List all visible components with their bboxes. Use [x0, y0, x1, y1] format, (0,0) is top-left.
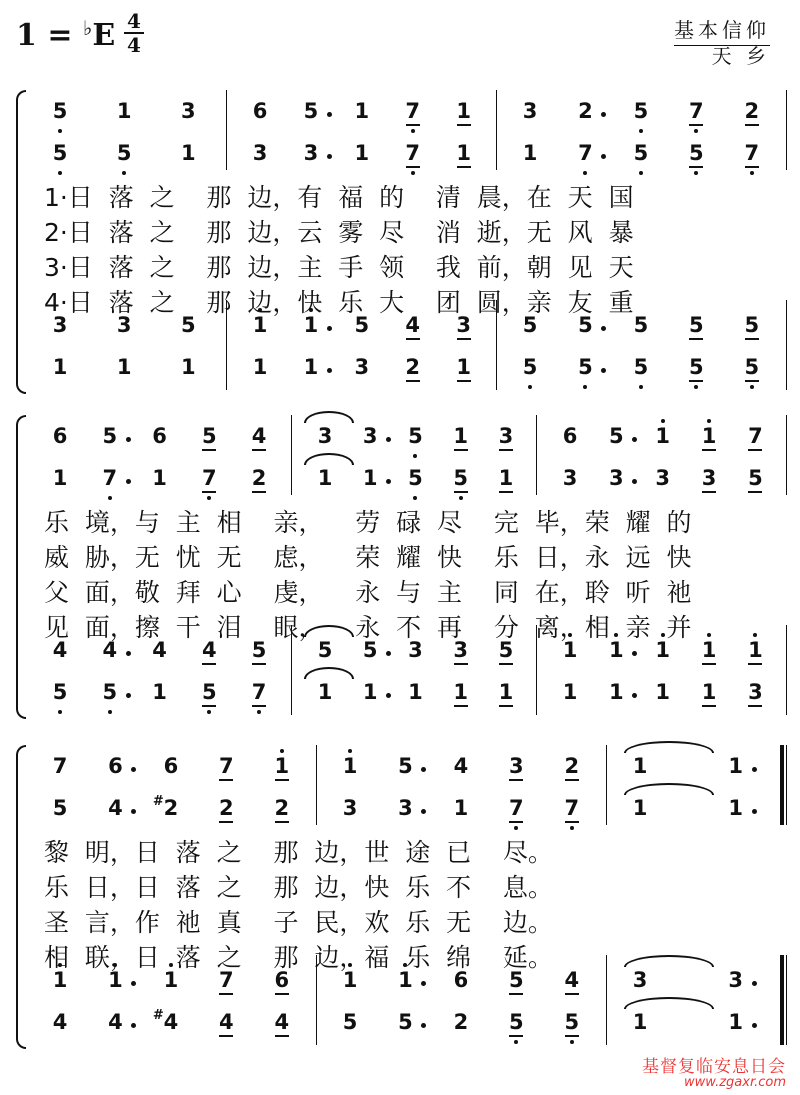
jianpu-note: 2 [740, 98, 764, 124]
jianpu-note: 1 [522, 141, 538, 165]
augmentation-dot [632, 479, 637, 484]
barline [291, 415, 292, 495]
jianpu-note: 7 [504, 795, 528, 821]
score-system [16, 745, 786, 1045]
jianpu-note: 5 [362, 638, 378, 662]
augmentation-dot [601, 154, 606, 159]
jianpu-note: 5 [102, 424, 118, 448]
jianpu-note: 3 [354, 355, 370, 379]
jianpu-note: 1 [48, 967, 72, 993]
jianpu-note: 1 [449, 679, 473, 705]
key-signature: 1 = ♭E [16, 16, 116, 53]
jianpu-note: 5 [48, 679, 72, 705]
augmentation-dot [421, 1023, 426, 1028]
barline [606, 745, 607, 825]
jianpu-note: 1 [697, 637, 721, 663]
jianpu-note: 2 [560, 753, 584, 779]
jianpu-note: 1 [449, 423, 473, 449]
jianpu-note: 1 [354, 141, 370, 165]
jianpu-note: 5 [398, 1010, 413, 1034]
jianpu-note: 4 [197, 637, 221, 663]
tie-arc [624, 955, 714, 967]
jianpu-note: 5 [684, 354, 708, 380]
jianpu-note: 1 [338, 753, 362, 779]
jianpu-note: 7 [684, 98, 708, 124]
jianpu-note: 6 [252, 99, 268, 123]
jianpu-note: 3 [342, 796, 358, 820]
augmentation-dot [131, 767, 136, 772]
jianpu-note: 3 [398, 796, 413, 820]
jianpu-note: 3 [632, 968, 648, 992]
jianpu-note: 3 [116, 313, 132, 337]
jianpu-note: 1 [317, 680, 333, 704]
jianpu-note: 5 [112, 140, 136, 166]
jianpu-note: 1 [338, 967, 362, 993]
jianpu-note: 3 [743, 679, 767, 705]
jianpu-note: 3 [504, 753, 528, 779]
jianpu-note: 7 [740, 140, 764, 166]
jianpu-note: 2 [578, 99, 593, 123]
augmentation-dot [421, 809, 426, 814]
augmentation-dot [421, 767, 426, 772]
augmentation-dot [386, 651, 391, 656]
jianpu-note: 1 [362, 680, 378, 704]
jianpu-note: 5 [578, 313, 593, 337]
composer-credit: 天 乡 [711, 44, 770, 68]
jianpu-note: 5 [303, 99, 319, 123]
jianpu-note: 5 [684, 312, 708, 338]
augmentation-dot [386, 693, 391, 698]
augmentation-dot [126, 651, 131, 656]
jianpu-note: 6 [270, 967, 294, 993]
lyric-line: 相 联，日 落 之 那 边，福 乐 绵 延。 [44, 943, 553, 972]
augmentation-dot [601, 112, 606, 117]
jianpu-note: 4 # [152, 1008, 179, 1034]
augmentation-dot [752, 981, 757, 986]
jianpu-note: 1 [354, 99, 370, 123]
jianpu-note: 3 [362, 424, 378, 448]
jianpu-note: 1 [116, 355, 132, 379]
augmentation-dot [327, 154, 332, 159]
jianpu-note: 5 [504, 967, 528, 993]
jianpu-note: 5 [403, 465, 427, 491]
jianpu-note: 4 [401, 312, 425, 338]
jianpu-note: 1 [632, 754, 648, 778]
system-bracket [16, 415, 26, 719]
jianpu-note: 5 [560, 1009, 584, 1035]
augmentation-dot [632, 651, 637, 656]
augmentation-dot [632, 437, 637, 442]
jianpu-note: 1 [116, 99, 132, 123]
jianpu-note: 1 [494, 679, 518, 705]
lyric-line: 2·日 落 之 那 边，云 雾 尽 消 逝，无 风 暴 [44, 218, 634, 247]
tie-arc [304, 411, 354, 423]
jianpu-note: 1 [408, 680, 423, 704]
lyric-line: 乐 日，日 落 之 那 边，快 乐 不 息。 [44, 873, 553, 902]
barline [786, 625, 787, 715]
jianpu-note: 2 # [152, 794, 179, 820]
watermark-url: www.zgaxr.com [684, 1075, 786, 1090]
jianpu-note: 1 [728, 754, 744, 778]
jianpu-note: 1 [252, 355, 268, 379]
jianpu-note: 1 [452, 354, 476, 380]
jianpu-note: 7 [573, 140, 597, 166]
jianpu-note: 4 [453, 754, 469, 778]
lyric-line: 3·日 落 之 那 边，主 手 领 我 前，朝 见 天 [44, 253, 634, 282]
jianpu-note: 5 [197, 679, 221, 705]
augmentation-dot [752, 1023, 757, 1028]
time-signature: 4 4 [124, 10, 144, 56]
jianpu-note: 4 [52, 638, 68, 662]
jianpu-note: 3 [562, 466, 578, 490]
jianpu-note: 3 [452, 312, 476, 338]
barline [786, 955, 787, 1045]
jianpu-note: 4 [102, 638, 118, 662]
jianpu-note: 1 [697, 423, 721, 449]
jianpu-note: 4 [247, 423, 271, 449]
lyric-line: 乐 境，与 主 相 亲， 劳 碌 尽 完 毕，荣 耀 的 [44, 508, 692, 537]
tie-arc [304, 453, 354, 465]
jianpu-note: 5 [403, 423, 427, 449]
jianpu-note: 6 [562, 424, 578, 448]
barline [536, 415, 537, 495]
lyric-line: 4·日 落 之 那 边，快 乐 大 团 圆，亲 友 重 [44, 288, 634, 317]
jianpu-note: 5 [518, 354, 542, 380]
jianpu-note: 5 [629, 140, 653, 166]
jianpu-note: 4 [108, 1010, 123, 1034]
tie-arc [624, 741, 714, 753]
jianpu-note: 1 [632, 796, 648, 820]
tie-arc [624, 783, 714, 795]
jianpu-note: 4 [152, 638, 167, 662]
augmentation-dot [327, 326, 332, 331]
jianpu-note: 5 [740, 354, 764, 380]
jianpu-note: 6 [52, 424, 68, 448]
jianpu-note: 4 [52, 1010, 68, 1034]
jianpu-note: 1 [317, 466, 333, 490]
jianpu-note: 1 [152, 466, 167, 490]
augmentation-dot [126, 693, 131, 698]
jianpu-note: 6 [152, 424, 167, 448]
jianpu-note: 7 [743, 423, 767, 449]
jianpu-note: 1 [655, 680, 671, 704]
lyric-line: 黎 明，日 落 之 那 边，世 途 已 尽。 [44, 838, 553, 867]
jianpu-note: 5 [740, 312, 764, 338]
jianpu-note: 1 [651, 637, 675, 663]
augmentation-dot [327, 368, 332, 373]
jianpu-note: 1 [604, 637, 628, 663]
jianpu-note: 5 [98, 679, 122, 705]
jianpu-note: 1 [743, 637, 767, 663]
lyricist-credit: 基本信仰 [674, 14, 770, 46]
augmentation-dot [752, 809, 757, 814]
jianpu-note: 7 [247, 679, 271, 705]
jianpu-note: 1 [303, 355, 319, 379]
jianpu-note: 5 [181, 313, 196, 337]
jianpu-note: 5 [522, 313, 538, 337]
score-system [16, 90, 786, 390]
jianpu-note: 5 [449, 465, 473, 491]
lyric-line: 圣 言，作 祂 真 子 民，欢 乐 无 边。 [44, 908, 553, 937]
jianpu-note: 3 [697, 465, 721, 491]
augmentation-dot [421, 981, 426, 986]
jianpu-note: 4 [270, 1009, 294, 1035]
jianpu-note: 6 [108, 754, 123, 778]
lyric-line: 父 面，敬 拜 心 虔， 永 与 主 同 在，聆 听 祂 [44, 578, 692, 607]
jianpu-note: 7 [560, 795, 584, 821]
jianpu-note: 5 [197, 423, 221, 449]
jianpu-note: 1 [393, 967, 417, 993]
jianpu-note: 1 [453, 796, 469, 820]
jianpu-note: 2 [247, 465, 271, 491]
barline [786, 415, 787, 495]
augmentation-dot [386, 479, 391, 484]
tie-arc [304, 667, 354, 679]
jianpu-note: 5 [317, 638, 333, 662]
jianpu-note: 5 [398, 754, 413, 778]
jianpu-note: 5 [504, 1009, 528, 1035]
jianpu-note: 5 [247, 637, 271, 663]
jianpu-note: 5 [609, 424, 624, 448]
jianpu-note: 1 [562, 680, 578, 704]
jianpu-note: 1 [452, 98, 476, 124]
jianpu-note: 5 [354, 313, 370, 337]
jianpu-note: 7 [214, 753, 238, 779]
jianpu-note: 7 [401, 140, 425, 166]
jianpu-note: 1 [181, 355, 196, 379]
jianpu-note: 1 [697, 679, 721, 705]
jianpu-note: 3 [52, 313, 68, 337]
jianpu-note: 5 [48, 98, 72, 124]
jianpu-note: 5 [743, 465, 767, 491]
final-barline [780, 745, 784, 825]
barline [496, 90, 497, 170]
jianpu-note: 3 [252, 141, 268, 165]
jianpu-note: 2 [214, 795, 238, 821]
barline [786, 90, 787, 170]
augmentation-dot [632, 693, 637, 698]
jianpu-note: 1 [558, 637, 582, 663]
jianpu-note: 2 [401, 354, 425, 380]
jianpu-note: 1 [181, 141, 196, 165]
jianpu-note: 1 [52, 466, 68, 490]
jianpu-note: 3 [449, 637, 473, 663]
jianpu-note: 7 [98, 465, 122, 491]
augmentation-dot [131, 809, 136, 814]
jianpu-note: 7 [214, 967, 238, 993]
jianpu-note: 3 [728, 968, 744, 992]
augmentation-dot [126, 479, 131, 484]
jianpu-note: 5 [629, 98, 653, 124]
jianpu-note: 6 [163, 754, 179, 778]
augmentation-dot [327, 112, 332, 117]
jianpu-note: 3 [522, 99, 538, 123]
augmentation-dot [131, 1023, 136, 1028]
lyric-line: 见 面，擦 干 泪 眼， 永 不 再 分 离，相 亲 并 [44, 613, 692, 642]
jianpu-note: 1 [248, 312, 272, 338]
jianpu-note: 1 [362, 466, 378, 490]
jianpu-note: 5 [342, 1010, 358, 1034]
jianpu-note: 3 [494, 423, 518, 449]
jianpu-note: 5 [684, 140, 708, 166]
final-barline [780, 955, 784, 1045]
jianpu-note: 4 [214, 1009, 238, 1035]
jianpu-note: 1 [632, 1010, 648, 1034]
watermark-title: 基督复临安息日会 [642, 1057, 786, 1077]
jianpu-note: 1 [103, 967, 127, 993]
jianpu-note: 1 [159, 967, 183, 993]
jianpu-note: 5 [629, 354, 653, 380]
augmentation-dot [126, 437, 131, 442]
jianpu-note: 2 [270, 795, 294, 821]
jianpu-note: 1 [452, 140, 476, 166]
system-bracket [16, 90, 26, 394]
jianpu-note: 2 [453, 1010, 469, 1034]
tie-arc [624, 997, 714, 1009]
barline [786, 745, 787, 825]
jianpu-note: 3 [181, 99, 196, 123]
barline [786, 300, 787, 390]
jianpu-note: 3 [317, 424, 333, 448]
jianpu-note: 1 [609, 680, 624, 704]
jianpu-note: 4 [108, 796, 123, 820]
system-bracket [16, 745, 26, 1049]
jianpu-note: 5 [573, 354, 597, 380]
jianpu-note: 1 [728, 1010, 744, 1034]
jianpu-note: 6 [453, 968, 469, 992]
augmentation-dot [131, 981, 136, 986]
jianpu-note: 7 [197, 465, 221, 491]
jianpu-note: 3 [609, 466, 624, 490]
barline [606, 955, 607, 1045]
jianpu-note: 7 [401, 98, 425, 124]
augmentation-dot [601, 326, 606, 331]
jianpu-note: 5 [48, 140, 72, 166]
barline [226, 90, 227, 170]
jianpu-note: 3 [408, 638, 423, 662]
jianpu-note: 1 [651, 423, 675, 449]
score-system [16, 415, 786, 715]
augmentation-dot [601, 368, 606, 373]
jianpu-note: 3 [655, 466, 671, 490]
jianpu-note: 1 [728, 796, 744, 820]
lyric-line: 1·日 落 之 那 边，有 福 的 清 晨，在 天 国 [44, 183, 634, 212]
jianpu-note: 5 [494, 637, 518, 663]
barline [316, 745, 317, 825]
jianpu-note: 4 [560, 967, 584, 993]
jianpu-note: 5 [52, 796, 68, 820]
augmentation-dot [752, 767, 757, 772]
jianpu-note: 5 [633, 313, 649, 337]
lyric-line: 威 胁，无 忧 无 虑， 荣 耀 快 乐 日，永 远 快 [44, 543, 692, 572]
jianpu-note: 1 [299, 312, 323, 338]
jianpu-note: 1 [52, 355, 68, 379]
jianpu-note: 3 [303, 141, 319, 165]
jianpu-note: 1 [494, 465, 518, 491]
augmentation-dot [386, 437, 391, 442]
jianpu-note: 7 [52, 754, 68, 778]
jianpu-note: 1 [152, 680, 167, 704]
jianpu-note: 1 [270, 753, 294, 779]
